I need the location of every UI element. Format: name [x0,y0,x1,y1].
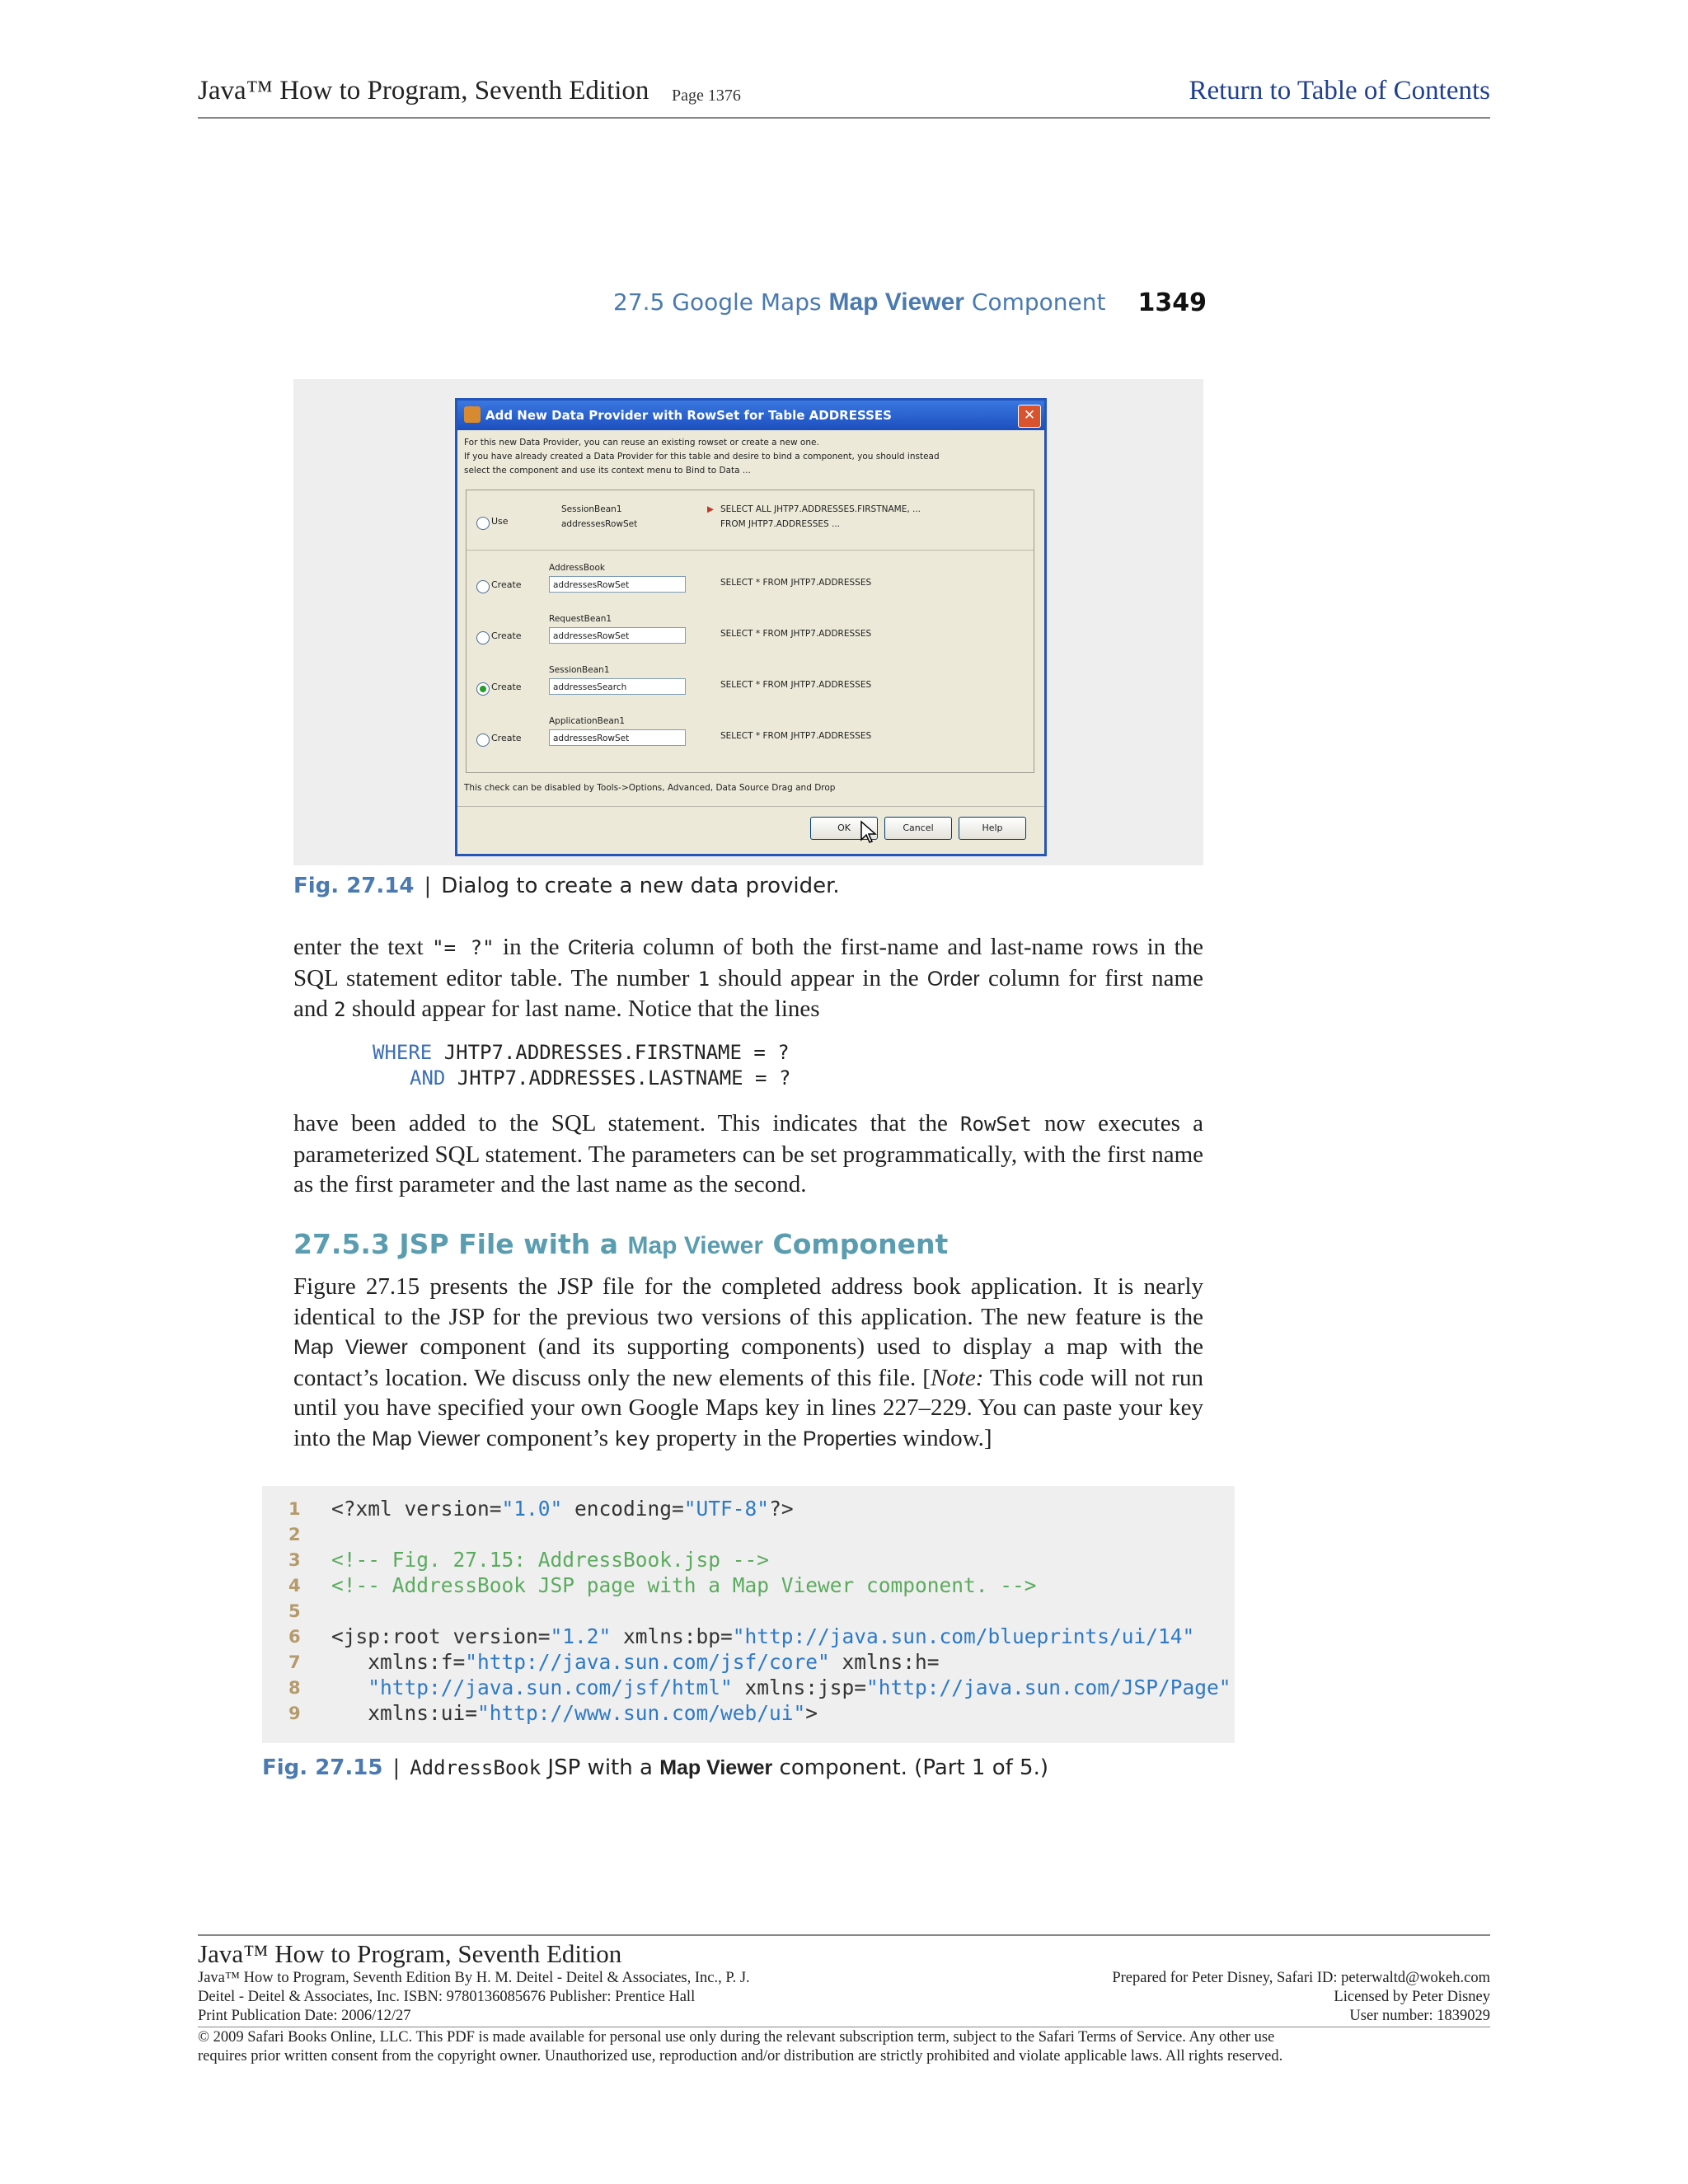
create-option-row [467,614,1034,660]
sql-text: SELECT * FROM JHTP7.ADDRESSES [720,680,872,690]
intro-line: If you have already created a Data Provider for this table and desire to bind a component, you should instead [464,452,940,462]
sql-keyword: AND [410,1066,446,1090]
mouse-cursor-icon [860,820,878,845]
ui-term: Criteria [567,936,635,959]
line-number: 2 [288,1525,301,1544]
running-head-section [613,288,1105,316]
intro-line: For this new Data Provider, you can reuse an existing rowset or create a new one. [464,438,819,448]
close-icon[interactable]: ✕ [1018,405,1041,428]
ui-term: Map Viewer [659,1756,773,1779]
bean-label: AddressBook [549,563,605,573]
ui-term: Properties [802,1427,897,1451]
rowset-name-input[interactable]: addressesRowSet [549,627,686,644]
code-line: xmlns:f="http://java.sun.com/jsf/core" xmlns:h= [331,1650,940,1674]
line-number: 7 [288,1652,301,1672]
figure-label: Fig. 27.15 [262,1755,383,1780]
code-line: <?xml version="1.0" encoding="UTF-8"?> [331,1497,794,1521]
divider [467,550,1034,551]
create-radio-selected[interactable] [476,682,490,696]
line-number: 9 [288,1704,301,1723]
rowset-name-input[interactable]: addressesSearch [549,678,686,695]
figure-label: Fig. 27.14 [293,874,415,898]
section-heading: 27.5.3 JSP File with a Map Viewer Component [293,1228,949,1260]
sql-text: SELECT ALL JHTP7.ADDRESSES.FIRSTNAME, ... [720,504,921,514]
ui-term: Order [926,967,980,991]
line-number: 6 [288,1627,301,1647]
dialog-title: Add New Data Provider with RowSet for Table ADDRESSES [485,408,892,423]
use-option-row [467,500,1034,546]
line-number: 5 [288,1601,301,1621]
create-label: Create [491,630,522,641]
inline-code: 1 [697,967,710,991]
divider [457,806,1044,807]
ui-term: Map Viewer [372,1427,481,1451]
line-number: 1 [288,1499,301,1519]
inline-code: key [614,1427,650,1451]
page-header [198,76,1490,119]
note-label: Note: [930,1364,984,1391]
create-label: Create [491,579,522,590]
expand-arrow-icon[interactable]: ▶ [707,504,715,514]
create-radio[interactable] [476,631,490,644]
code-line: "http://java.sun.com/jsf/html" xmlns:jsp="http://java.sun.com/JSP/Page" [368,1675,1231,1699]
intro-line: select the component and use its context menu to Bind to Data ... [464,466,751,476]
caption-separator: | [392,1755,401,1780]
footer-text: Prepared for Peter Disney, Safari ID: peterwaltd@wokeh.com [1112,1970,1490,1986]
dialog-intro [464,436,1038,478]
app-icon [464,406,481,423]
caption-text: Dialog to create a new data provider. [441,874,840,898]
running-head-prefix: 27.5 Google Maps [613,288,829,316]
footer-text: Licensed by Peter Disney [1334,1989,1490,2005]
code-comment: <!-- Fig. 27.15: AddressBook.jsp --> [331,1548,770,1572]
running-head-suffix: Component [964,288,1106,316]
sql-text: SELECT * FROM JHTP7.ADDRESSES [720,731,872,741]
line-number: 8 [288,1678,301,1698]
rowset-name-input[interactable]: addressesRowSet [549,729,686,746]
body-paragraph: have been added to the SQL statement. This indicates that the RowSet now executes a parameterized SQL statement. The parameters can be set programmatically, with the first name as the first parameter and the last name as the second. [293,1110,1203,1197]
sql-text: SELECT * FROM JHTP7.ADDRESSES [720,578,872,588]
running-head [613,288,1207,321]
sql-keyword: WHERE [373,1041,433,1064]
line-number: 4 [288,1576,301,1596]
figure-caption [293,874,840,898]
copyright-text: requires prior written consent from the copyright owner. Unauthorized use, reproduction and/or distribution are strictly prohibited and violate applicable laws. All rights reserved. [198,2048,1283,2064]
caption-separator: | [424,874,432,898]
footer-text: User number: 1839029 [1349,2008,1490,2024]
footer-book-title: Java™ How to Program, Seventh Edition [198,1939,622,1968]
sql-text: FROM JHTP7.ADDRESSES ... [720,519,841,529]
cancel-button[interactable]: Cancel [884,817,952,840]
dialog-footer-note: This check can be disabled by Tools->Options, Advanced, Data Source Drag and Drop [464,783,836,793]
dialog-title-bar [457,401,1044,430]
inline-code: AddressBook [410,1756,542,1779]
inline-code: 2 [334,998,346,1021]
rowset-options-group [466,490,1034,773]
body-paragraph: Figure 27.15 presents the JSP file for the completed address book application. It is nearly identical to the JSP for the previous two versions of this application. The new feature is the Map Viewer component (and its supporting components) used to display a map with the contact’s location. We discuss only the new elements of this file. [Note: This code will not run until you have specified your own Google Maps key in lines 227–229. You can paste your key into the Map Viewer component’s key property in the Properties window.] [293,1273,1204,1451]
body-paragraph: enter the text "= ?" in the Criteria column of both the first-name and last-name rows in the SQL statement editor table. The number 1 should appear in the Order column for first name and 2 should appear for last name. Notice that the lines [293,934,1203,1022]
running-head-ui-term: Map Viewer [828,288,964,316]
create-option-row [467,665,1034,711]
footer-text: Print Publication Date: 2006/12/27 [198,2008,411,2024]
create-label: Create [491,682,522,692]
create-label: Create [491,733,522,743]
code-line: xmlns:ui="http://www.sun.com/web/ui"> [331,1701,818,1725]
rowset-label: addressesRowSet [561,519,638,529]
sql-text: SELECT * FROM JHTP7.ADDRESSES [720,629,872,639]
printed-page-number: 1349 [1137,288,1207,317]
book-title: Java™ How to Program, Seventh Edition [198,76,649,105]
bean-label: ApplicationBean1 [549,716,626,726]
figure-caption: Fig. 27.15 | AddressBook JSP with a Map Viewer component. (Part 1 of 5.) [262,1755,1048,1780]
create-option-row [467,716,1034,762]
rowset-name-input[interactable]: addressesRowSet [549,576,686,593]
page-footer [198,1934,1490,2064]
page-number-label: Page 1376 [672,87,741,105]
code-listing [262,1486,1235,1743]
use-label: Use [491,516,509,527]
create-radio[interactable] [476,580,490,593]
ui-term: Map Viewer [293,1336,408,1359]
footer-text: Java™ How to Program, Seventh Edition By H. M. Deitel - Deitel & Associates, Inc., P. J. [198,1970,750,1986]
ok-button[interactable]: OK [810,817,878,840]
sql-code-line: AND JHTP7.ADDRESSES.LASTNAME = ? [410,1066,791,1090]
inline-code: "= ?" [432,936,495,959]
help-button[interactable]: Help [959,817,1026,840]
inline-code: RowSet [960,1113,1032,1136]
create-option-row [467,563,1034,609]
footer-text: Deitel - Deitel & Associates, Inc. ISBN: 9780136085676 Publisher: Prentice Hall [198,1989,696,2005]
data-provider-dialog [455,398,1047,856]
bean-label: SessionBean1 [561,504,622,514]
ui-term: Map Viewer [627,1232,764,1259]
code-line: <jsp:root version="1.2" xmlns:bp="http://java.sun.com/blueprints/ui/14" [331,1624,1195,1648]
copyright-text: © 2009 Safari Books Online, LLC. This PDF is made available for personal use only during the relevant subscription term, subject to the Safari Terms of Service. Any other use [198,2029,1275,2046]
sql-code-line: WHERE JHTP7.ADDRESSES.FIRSTNAME = ? [373,1041,790,1064]
table-of-contents-link[interactable]: Return to Table of Contents [1189,76,1490,105]
use-radio[interactable] [476,517,490,530]
create-radio[interactable] [476,733,490,747]
line-number: 3 [288,1550,301,1570]
code-comment: <!-- AddressBook JSP page with a Map Viewer component. --> [331,1573,1037,1597]
bean-label: SessionBean1 [549,665,610,675]
bean-label: RequestBean1 [549,614,612,624]
